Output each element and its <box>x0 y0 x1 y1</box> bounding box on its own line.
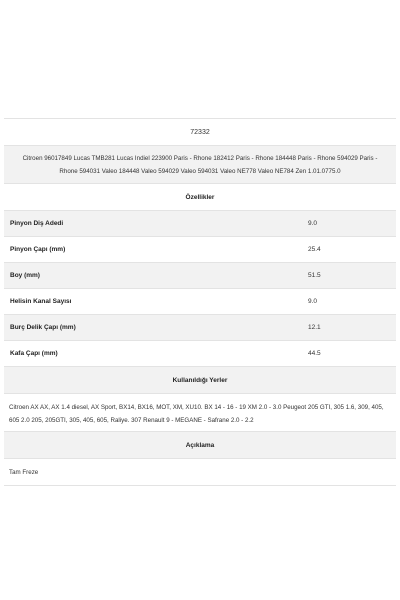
spec-row <box>4 210 396 236</box>
description-heading: Açıklama <box>185 442 215 449</box>
spec-row <box>4 262 396 288</box>
oem-references-line-2: Rhone 594031 Valeo 184448 Valeo 594029 Valeo 594031 Valeo NE778 Valeo NE784 Zen 1.01.0775.0 <box>59 168 341 175</box>
spec-value: 44.5 <box>308 350 321 357</box>
description-text: Tam Freze <box>9 469 39 476</box>
spec-label: Pinyon Çapı (mm) <box>10 246 66 253</box>
product-detail-table <box>4 118 396 486</box>
usage-row <box>4 393 396 431</box>
spec-row <box>4 288 396 314</box>
specs-heading: Özellikler <box>185 194 215 201</box>
oem-references-line-1: Citroen 96017849 Lucas TMB281 Lucas Indiel 223900 Paris - Rhone 182412 Paris - Rhone 184448 Paris - Rhone 594029 Paris - <box>22 155 378 162</box>
description-heading-row <box>4 431 396 458</box>
specs-heading-row <box>4 183 396 210</box>
spec-value: 9.0 <box>308 220 318 227</box>
usage-heading-row <box>4 366 396 393</box>
product-code-row <box>4 118 396 145</box>
spec-value: 51.5 <box>308 272 321 279</box>
usage-heading: Kullanıldığı Yerler <box>172 377 228 384</box>
spec-label: Helisin Kanal Sayısı <box>10 298 72 305</box>
product-code: 72332 <box>190 129 210 136</box>
spec-row <box>4 340 396 366</box>
spec-row <box>4 236 396 262</box>
spec-label: Burç Delik Çapı (mm) <box>10 324 76 331</box>
oem-references-row <box>4 145 396 183</box>
description-row <box>4 458 396 486</box>
spec-value: 12.1 <box>308 324 321 331</box>
spec-value: 9.0 <box>308 298 318 305</box>
spec-label: Boy (mm) <box>10 272 40 279</box>
spec-label: Pinyon Diş Adedi <box>10 220 64 227</box>
spec-value: 25.4 <box>308 246 321 253</box>
usage-text: Citroen AX AX, AX 1.4 diesel, AX Sport, BX14, BX16, MOT, XM, XU10. BX 14 - 16 - 19 XM 2.0 - 3.0 Peugeot 205 GTI, 305 1.6, 309, 405, 605 2.0 205, 205GTI, 305, 405, 605, Raliye. 307 Renault 9 - MEGANE - Safrane 2.0 - 2.2 <box>9 404 384 424</box>
spec-label: Kafa Çapı (mm) <box>10 350 58 357</box>
spec-row <box>4 314 396 340</box>
